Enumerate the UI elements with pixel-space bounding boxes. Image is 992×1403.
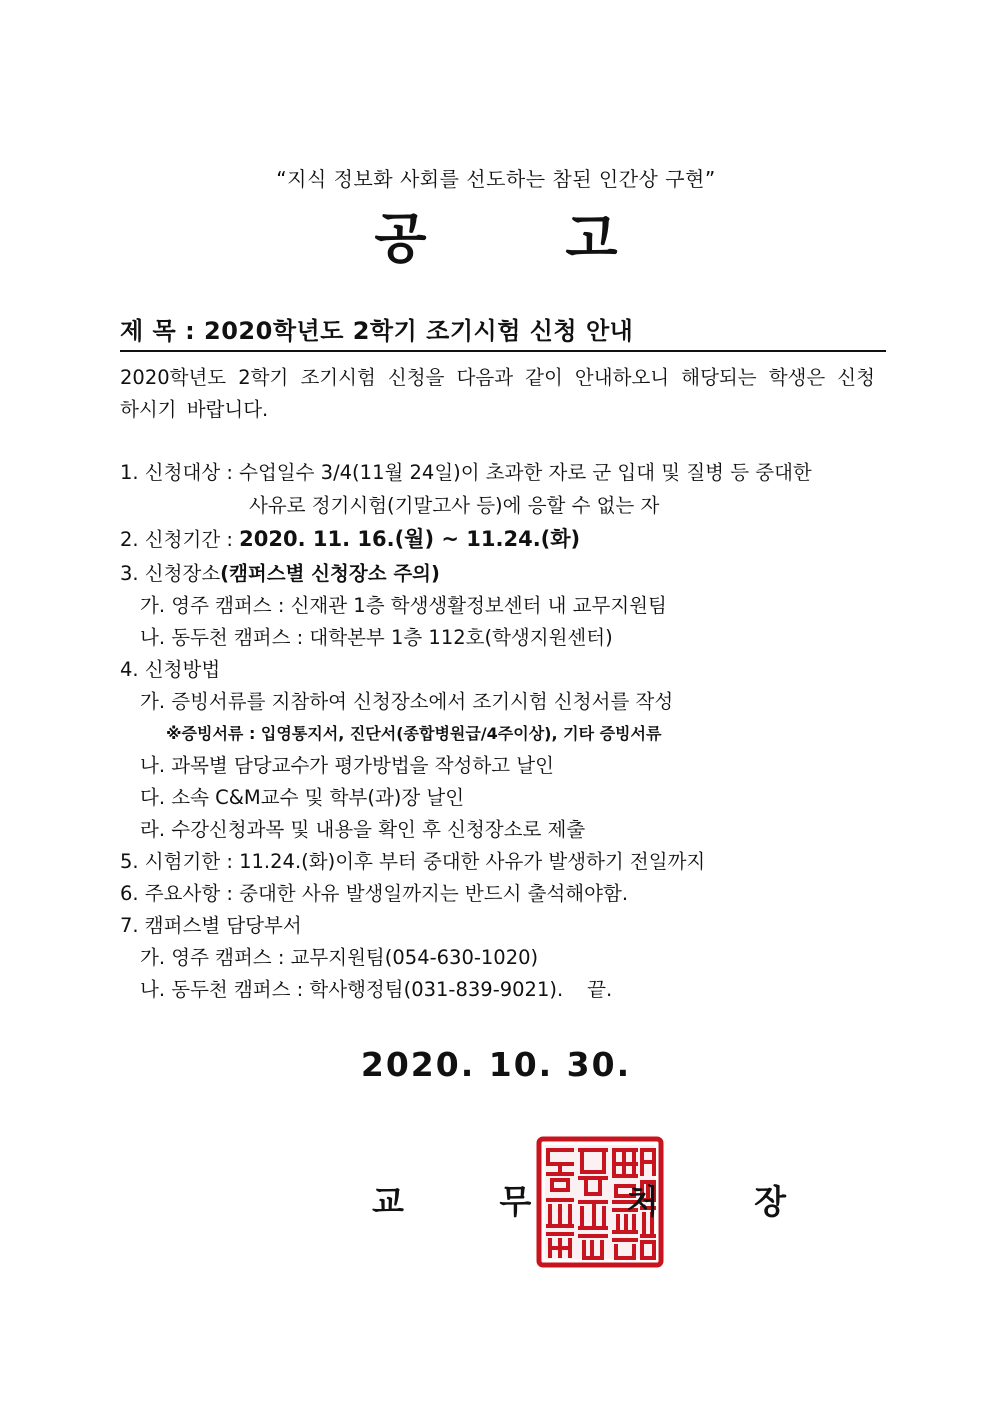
item-target-label: 1. 신청대상 : — [120, 461, 240, 484]
item-place-label: 3. 신청장소 — [120, 562, 221, 585]
item-deadline: 5. 시험기한 : 11.24.(화)이후 부터 중대한 사유가 발생하기 전일까지 — [120, 850, 706, 873]
signatory: 교 무 처 장 — [372, 1182, 828, 1221]
item-dept: 7. 캠퍼스별 담당부서 — [120, 914, 302, 937]
item-period — [120, 523, 580, 553]
item-target — [120, 457, 812, 485]
item-period-value: 2020. 11. 16.(월) ~ 11.24.(화) — [239, 527, 581, 551]
item-place-a: 가. 영주 캠퍼스 : 신재관 1층 학생생활정보센터 내 교무지원팀 — [140, 594, 667, 617]
item-place — [120, 558, 440, 586]
end-mark: 끝. — [587, 978, 613, 1001]
subject-heading: 제 목 : 2020학년도 2학기 조기시험 신청 안내 — [120, 317, 634, 345]
notice-title: 공 고 — [374, 207, 678, 270]
item-dept-b — [140, 974, 612, 1002]
item-target-line1: 수업일수 3/4(11월 24일)이 초과한 자로 군 입대 및 질병 등 중대한 — [239, 461, 812, 484]
item-method: 4. 신청방법 — [120, 658, 221, 681]
item-method-a: 가. 증빙서류를 지참하여 신청장소에서 조기시험 신청서를 작성 — [140, 690, 674, 713]
item-target-line2: 사유로 정기시험(기말고사 등)에 응할 수 없는 자 — [249, 494, 660, 517]
item-notes: 6. 주요사항 : 중대한 사유 발생일까지는 반드시 출석해야함. — [120, 882, 629, 905]
item-method-c: 다. 소속 C&M교수 및 학부(과)장 날인 — [140, 786, 465, 809]
item-dept-a: 가. 영주 캠퍼스 : 교무지원팀(054-630-1020) — [140, 946, 539, 969]
item-period-label: 2. 신청기간 : — [120, 528, 240, 551]
item-dept-b-text: 나. 동두천 캠퍼스 : 학사행정팀(031-839-9021). — [140, 978, 564, 1001]
item-method-note: ※증빙서류 : 입영통지서, 진단서(종합병원급/4주이상), 기타 증빙서류 — [166, 724, 662, 743]
item-place-note: (캠퍼스별 신청장소 주의) — [220, 562, 440, 585]
item-method-d: 라. 수강신청과목 및 내용을 확인 후 신청장소로 제출 — [140, 818, 586, 841]
intro-paragraph: 2020학년도 2학기 조기시험 신청을 다음과 같이 안내하오니 해당되는 학생은 신청하시기 바랍니다. — [120, 366, 875, 421]
item-place-b: 나. 동두천 캠퍼스 : 대학본부 1층 112호(학생지원센터) — [140, 626, 613, 649]
item-method-b: 나. 과목별 담당교수가 평가방법을 작성하고 날인 — [140, 754, 554, 777]
motto: “지식 정보화 사회를 선도하는 참된 인간상 구현” — [276, 167, 716, 191]
subject-underline — [120, 350, 886, 352]
document-date: 2020. 10. 30. — [360, 1045, 632, 1084]
